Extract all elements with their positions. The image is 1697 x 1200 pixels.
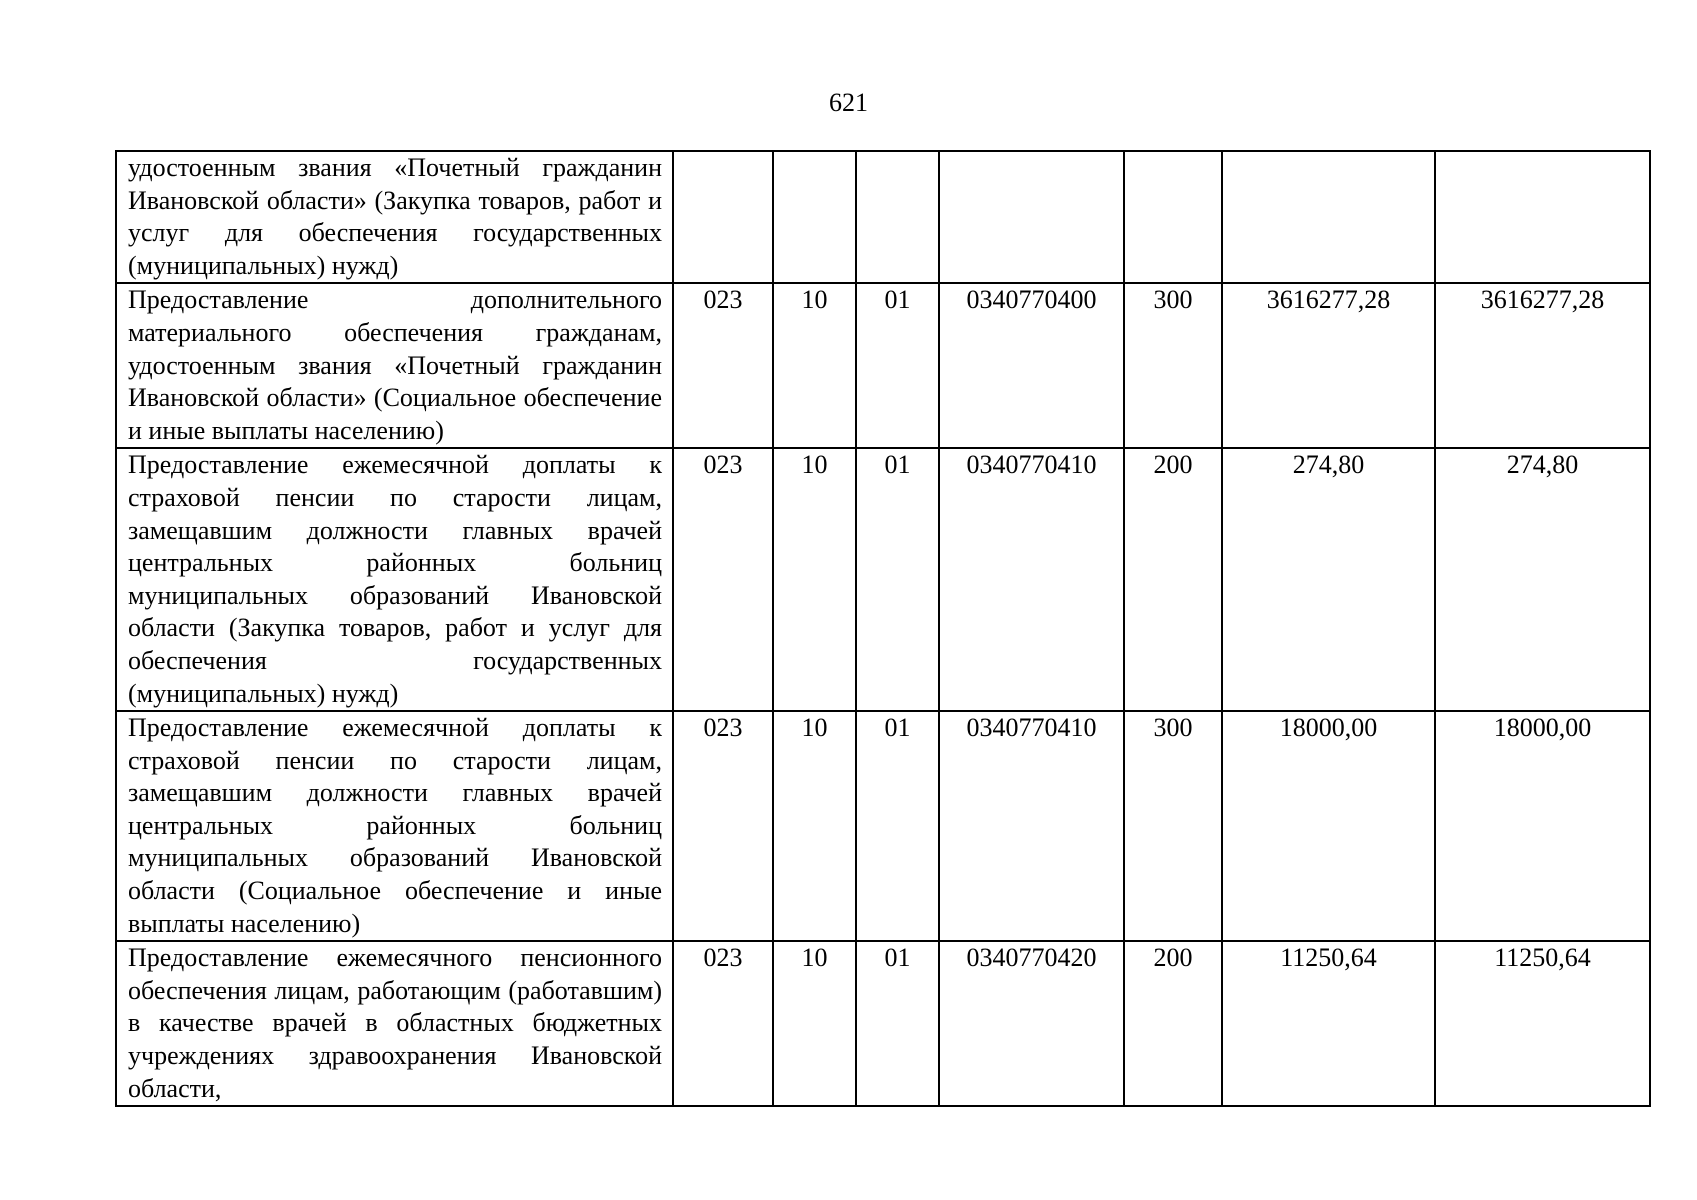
target-article-cell: 0340770410 bbox=[939, 448, 1124, 711]
section-cell: 10 bbox=[773, 448, 856, 711]
target-article-cell: 0340770420 bbox=[939, 941, 1124, 1106]
target-article-cell: 0340770400 bbox=[939, 283, 1124, 448]
ministry-code-cell: 023 bbox=[673, 711, 773, 941]
table-row bbox=[116, 283, 1650, 448]
subsection-cell: 01 bbox=[856, 448, 939, 711]
description-cell: Предоставление ежемесячной доплаты к страховой пенсии по старости лицам, замещавшим должности главных врачей центральных районных больниц муниципальных образований Ивановской области (Закупка товаров, работ и услуг для обеспечения государственных (муниципальных) нужд) bbox=[116, 448, 673, 711]
amount-2-cell bbox=[1435, 151, 1650, 283]
amount-1-cell: 11250,64 bbox=[1222, 941, 1435, 1106]
subsection-cell bbox=[856, 151, 939, 283]
expense-type-cell: 200 bbox=[1124, 941, 1222, 1106]
subsection-cell: 01 bbox=[856, 283, 939, 448]
ministry-code-cell: 023 bbox=[673, 448, 773, 711]
description-cell: удостоенным звания «Почетный гражданин Ивановской области» (Закупка товаров, работ и услуг для обеспечения государственных (муниципальных) нужд) bbox=[116, 151, 673, 283]
expense-type-cell: 300 bbox=[1124, 283, 1222, 448]
table-row bbox=[116, 711, 1650, 941]
expense-type-cell bbox=[1124, 151, 1222, 283]
target-article-cell bbox=[939, 151, 1124, 283]
budget-table bbox=[115, 150, 1651, 1107]
subsection-cell: 01 bbox=[856, 941, 939, 1106]
section-cell: 10 bbox=[773, 941, 856, 1106]
expense-type-cell: 300 bbox=[1124, 711, 1222, 941]
amount-2-cell: 3616277,28 bbox=[1435, 283, 1650, 448]
target-article-cell: 0340770410 bbox=[939, 711, 1124, 941]
expense-type-cell: 200 bbox=[1124, 448, 1222, 711]
ministry-code-cell: 023 bbox=[673, 941, 773, 1106]
page-number: 621 bbox=[829, 88, 868, 117]
amount-2-cell: 274,80 bbox=[1435, 448, 1650, 711]
description-cell: Предоставление ежемесячного пенсионного обеспечения лицам, работающим (работавшим) в качестве врачей в областных бюджетных учреждениях здравоохранения Ивановской области, bbox=[116, 941, 673, 1106]
ministry-code-cell bbox=[673, 151, 773, 283]
subsection-cell: 01 bbox=[856, 711, 939, 941]
description-cell: Предоставление дополнительного материального обеспечения гражданам, удостоенным звания «Почетный гражданин Ивановской области» (Социальное обеспечение и иные выплаты населению) bbox=[116, 283, 673, 448]
amount-2-cell: 11250,64 bbox=[1435, 941, 1650, 1106]
section-cell: 10 bbox=[773, 711, 856, 941]
amount-1-cell: 274,80 bbox=[1222, 448, 1435, 711]
section-cell: 10 bbox=[773, 283, 856, 448]
amount-1-cell: 18000,00 bbox=[1222, 711, 1435, 941]
table-row bbox=[116, 151, 1650, 283]
section-cell bbox=[773, 151, 856, 283]
ministry-code-cell: 023 bbox=[673, 283, 773, 448]
amount-1-cell: 3616277,28 bbox=[1222, 283, 1435, 448]
amount-1-cell bbox=[1222, 151, 1435, 283]
description-cell: Предоставление ежемесячной доплаты к страховой пенсии по старости лицам, замещавшим должности главных врачей центральных районных больниц муниципальных образований Ивановской области (Социальное обеспечение и иные выплаты населению) bbox=[116, 711, 673, 941]
table-row bbox=[116, 941, 1650, 1106]
amount-2-cell: 18000,00 bbox=[1435, 711, 1650, 941]
table-row bbox=[116, 448, 1650, 711]
